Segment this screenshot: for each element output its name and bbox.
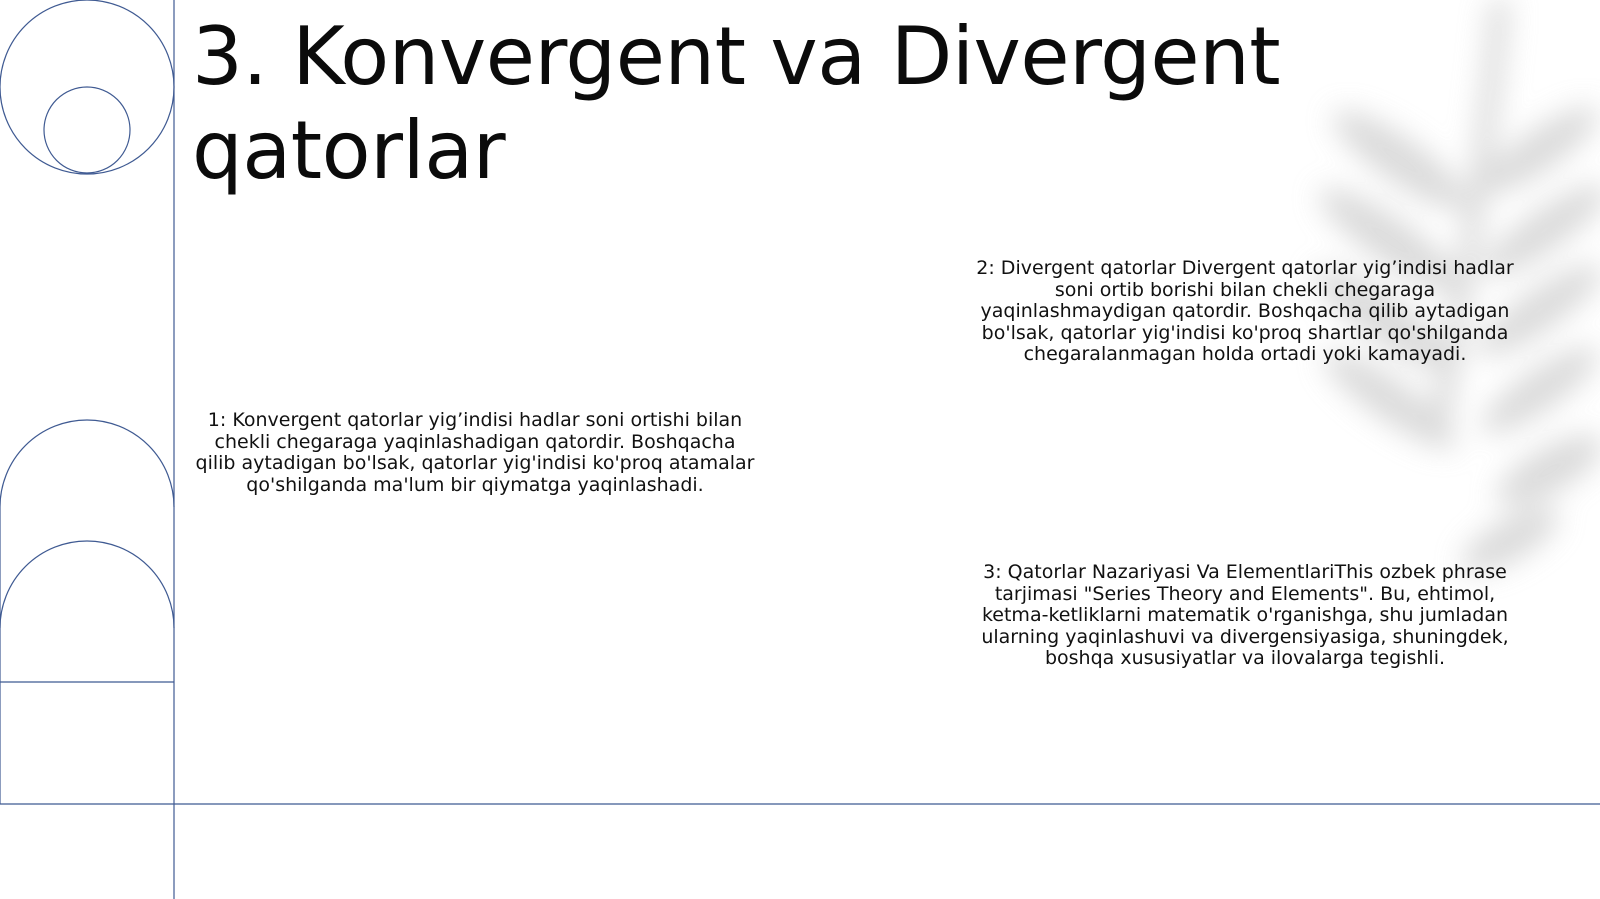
small-circle-decoration [44,87,130,173]
text-block-convergent: 1: Konvergent qatorlar yig’indisi hadlar soni ortishi bilan chekli chegaraga yaqinlashadigan qatordir. Boshqacha qilib aytadigan bo'lsak, qatorlar yig'indisi ko'proq atamalar qo'shilganda ma'lum bir qiymatga yaqinlashadi. [195,409,755,496]
slide-title-line-1: 3. Konvergent va Divergent [192,10,1281,103]
text-block-divergent: 2: Divergent qatorlar Divergent qatorlar yig’indisi hadlar soni ortib borishi bilan chekli chegaraga yaqinlashmaydigan qatordir. Boshqacha qilib aytadigan bo'lsak, qatorlar yig'indisi ko'proq shartlar qo'shilganda chegaralanmagan holda ortadi yoki kamayadi. [976,257,1514,365]
text-block-series-theory: 3: Qatorlar Nazariyasi Va ElementlariThis ozbek phrase tarjimasi "Series Theory and Elements". Bu, ehtimol, ketma-ketliklarni matematik o'rganishga, shu jumladan ularning yaqinlashuvi va divergensiyasiga, shuningdek, boshqa xususiyatlar va ilovalarga tegishli. [981,561,1509,669]
slide-title-line-2: qatorlar [192,104,506,197]
lower-arch-decoration [0,541,174,628]
slide-title [192,10,1392,198]
upper-arch-decoration [0,420,174,507]
